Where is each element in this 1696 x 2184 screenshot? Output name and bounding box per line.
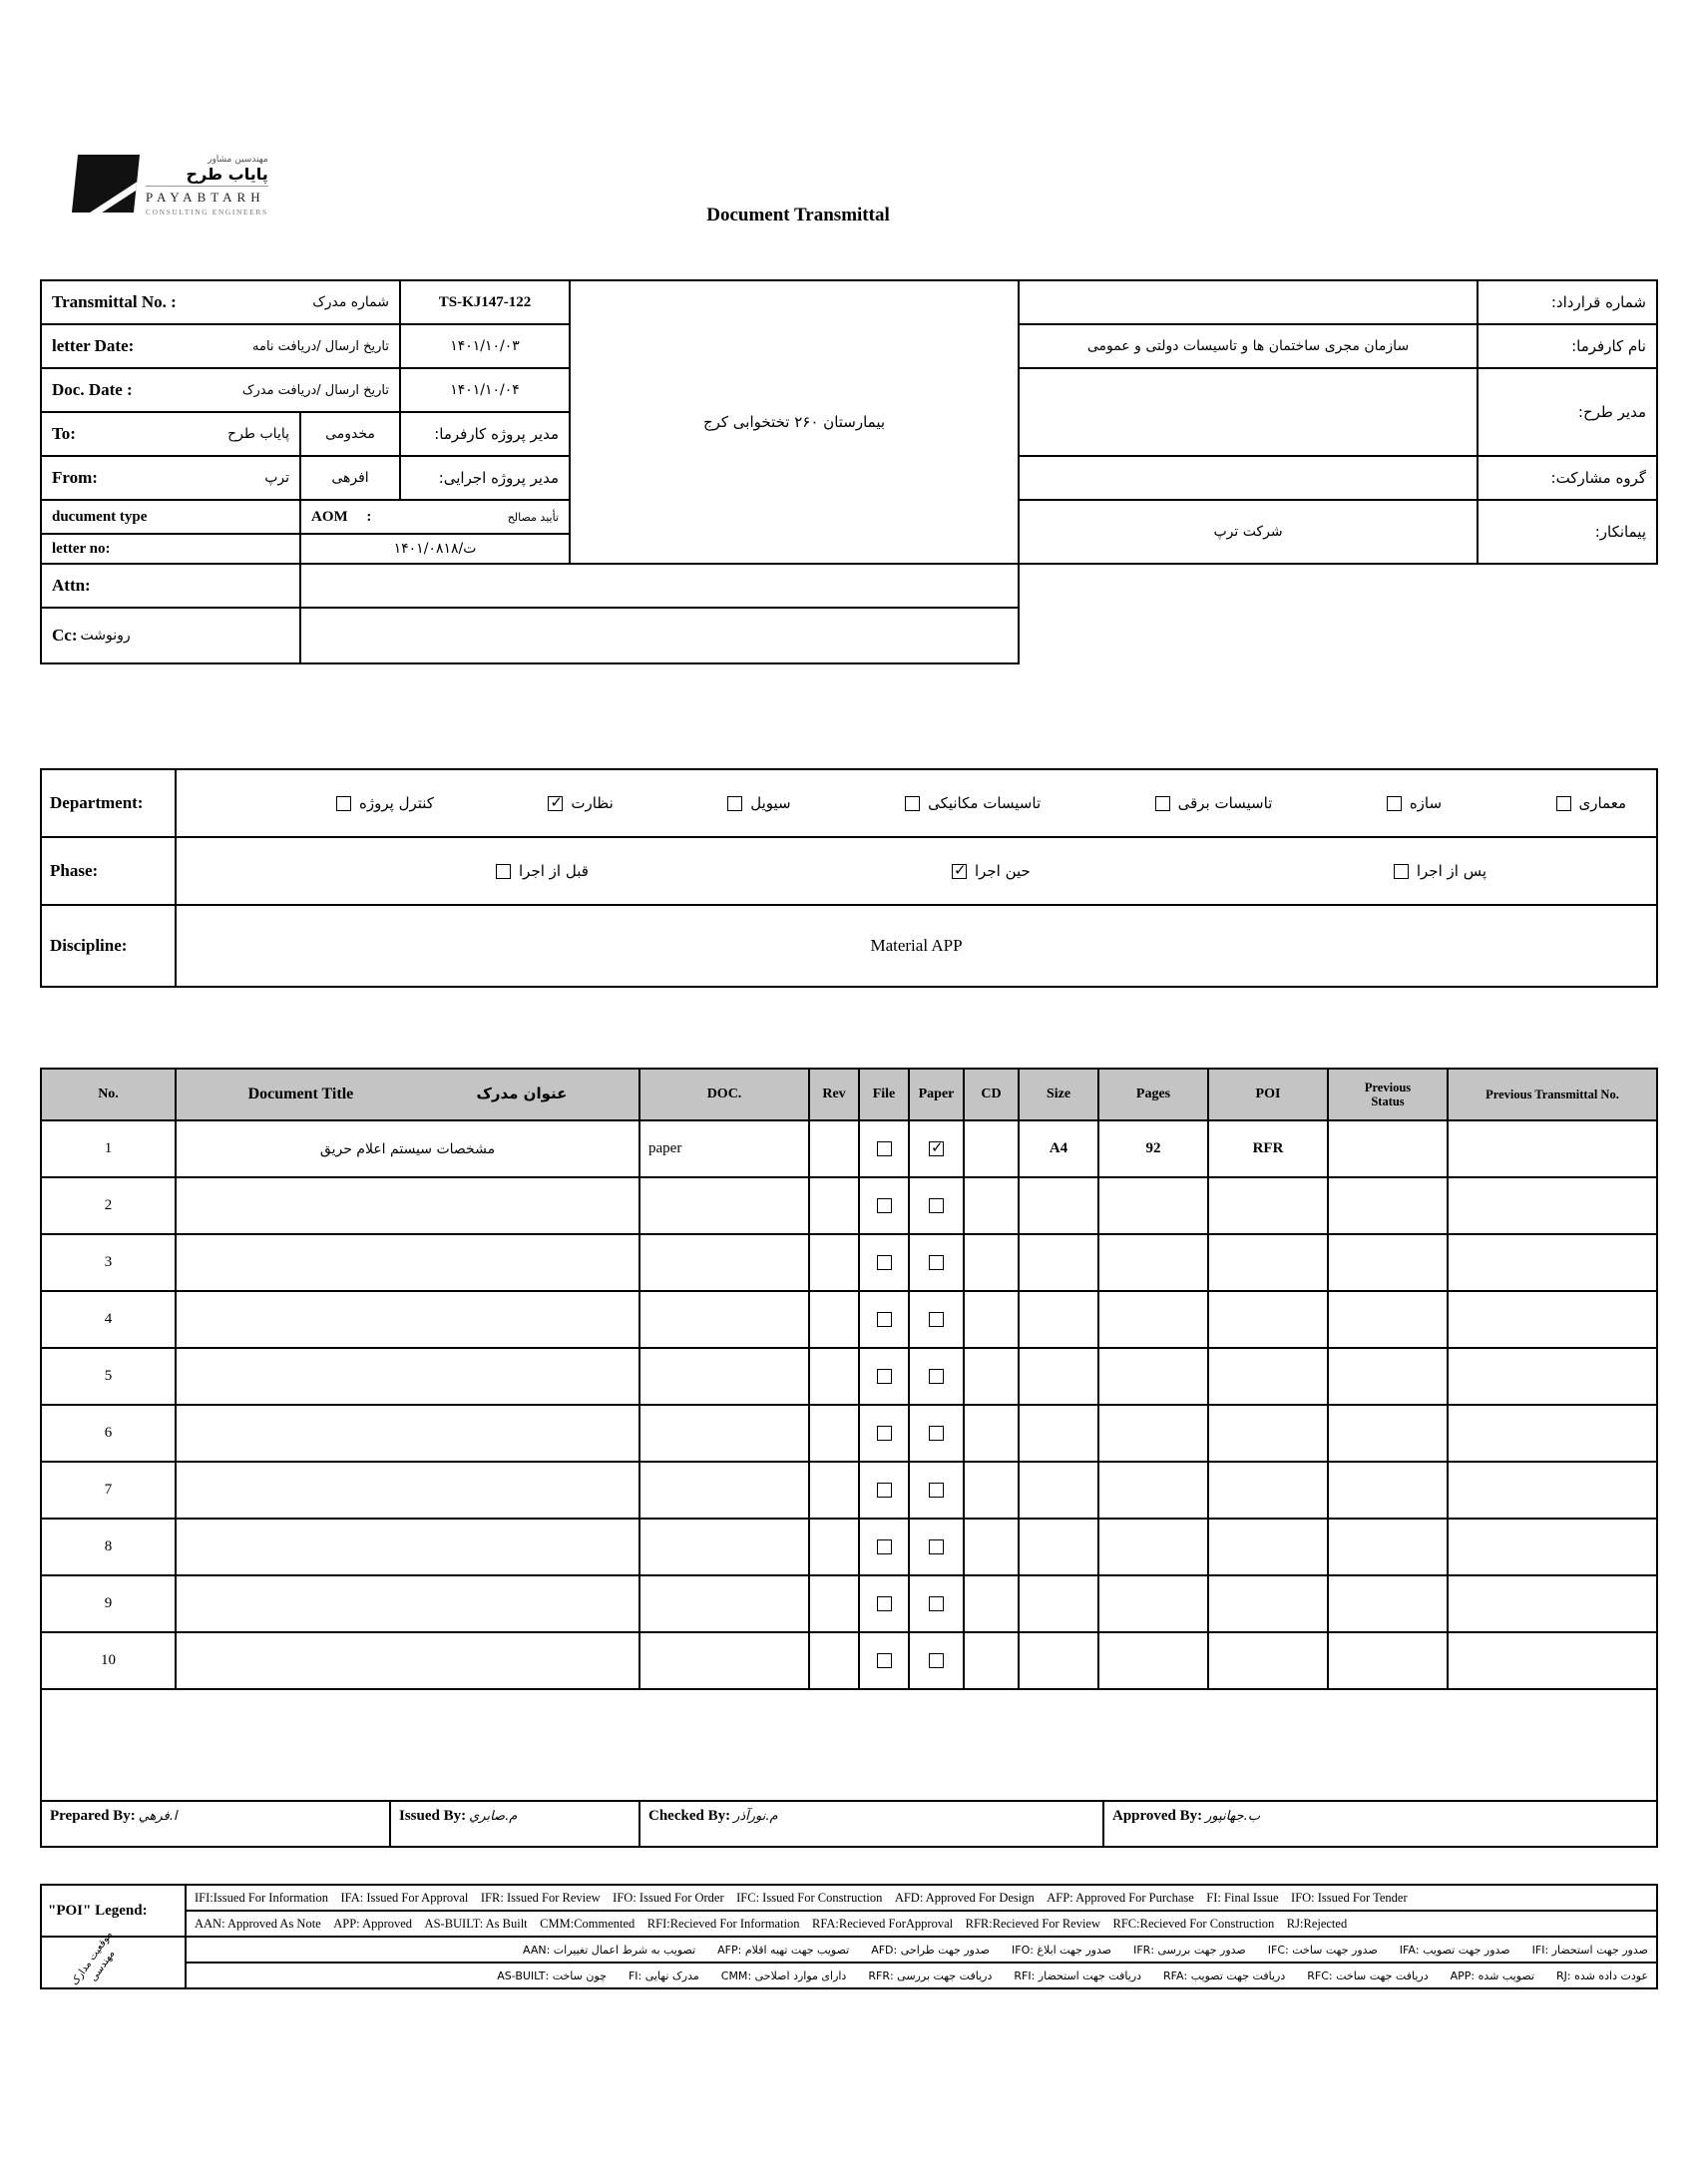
doc-row-size [1019,1348,1098,1405]
doc-date-label: Doc. Date : [52,380,133,399]
contract-no-label: شماره قرارداد: [1478,280,1657,324]
issued-by-label: Issued By: [399,1808,467,1824]
prepared-by-name: ا.فرهي [138,1809,178,1824]
doc-row-rev [809,1405,859,1462]
issued-by-name: م.صابري [469,1809,518,1824]
doc-row-prev-transmittal [1448,1632,1657,1689]
paper-checkbox[interactable] [929,1596,944,1611]
approved-by-label: Approved By: [1112,1808,1203,1824]
contract-no-value [1019,280,1478,324]
doc-row-prev-transmittal [1448,1234,1657,1291]
client-pm-label: مدیر پروژه کارفرما: [400,412,570,456]
doc-row-poi [1208,1291,1328,1348]
doc-row-cd [964,1348,1019,1405]
col-header-prev-status: Previous Status [1328,1069,1448,1120]
file-checkbox[interactable] [877,1369,892,1384]
legend-persian-row-1: صدور جهت استحضار :IFI صدور جهت تصویب :IFA صدور جهت ساخت :IFC صدور جهت بررسی :IFR صدور جهت ابلاغ :IFO صدور جهت طراحی :AFD تصویب جهت تهیه اقلام :AFP تصویب به شرط اعمال تغییرات :AAN [186,1937,1657,1963]
logo-latin-name: PAYABTARH [146,190,265,205]
doc-row-prev-status [1328,1291,1448,1348]
doc-row-poi [1208,1632,1328,1689]
exec-pm-label: مدیر پروژه اجرایی: [400,456,570,500]
doc-row-paper-cell [909,1575,964,1632]
col-header-doc: DOC. [639,1069,809,1120]
doc-row-prev-status [1328,1348,1448,1405]
checked-by-label: Checked By: [648,1808,731,1824]
doc-row-pages [1098,1519,1208,1575]
phase-checkbox[interactable] [1394,864,1409,879]
to-cell [41,412,300,456]
doc-date-label-cell [41,368,400,412]
col-header-size: Size [1019,1069,1098,1120]
doc-row-pages [1098,1291,1208,1348]
project-name: بیمارستان ۲۶۰ تختخوابی کرج [570,280,1019,564]
doc-row-doc [639,1462,809,1519]
paper-checkbox[interactable] [929,1426,944,1441]
letter-no-label-cell [41,534,300,564]
doc-row-size [1019,1462,1098,1519]
doc-row-title [176,1291,639,1348]
transmittal-no-value: TS-KJ147-122 [400,280,570,324]
doc-row-doc: paper [639,1120,809,1177]
to-label: To: [52,424,76,443]
letter-date-label: letter Date: [52,336,135,355]
doc-row-title [176,1575,639,1632]
department-option-label: سیویل [750,794,791,812]
file-checkbox[interactable] [877,1255,892,1270]
doc-row-title [176,1234,639,1291]
doc-row-poi [1208,1234,1328,1291]
doc-row-no: 5 [41,1348,176,1405]
doc-row-file-cell [859,1177,909,1234]
doc-date-label-fa: تاریخ ارسال /دریافت مدرک [241,382,389,398]
doc-row-file-cell [859,1575,909,1632]
top-info-table [40,279,1658,664]
phase-option [496,862,589,880]
file-checkbox[interactable] [877,1653,892,1668]
doc-type-value-cell [300,500,570,534]
doc-row-size [1019,1177,1098,1234]
cc-label-cell [41,608,300,663]
doc-row-paper-cell [909,1234,964,1291]
doc-type-label-fa: تأیید مصالح [507,510,559,524]
legend-english-row-2: AAN: Approved As Note APP: Approved AS-BUILT: As Built CMM:Commented RFI:Recieved For Information RFA:Recieved ForApproval RFR:Recieved For Review RFC:Recieved For Construction RJ:Rejected [186,1911,1657,1937]
doc-type-label: ducument type [52,508,148,525]
doc-row-paper-cell [909,1519,964,1575]
doc-row-paper-cell [909,1177,964,1234]
prepared-by-label: Prepared By: [50,1808,136,1824]
department-option [336,794,434,812]
legend-persian-row-2: عودت داده شده :RJ تصویب شده :APP دریافت جهت ساخت :RFC دریافت جهت تصویب :RFA دریافت جهت استحضار :RFI دریافت جهت بررسی :RFR دارای موارد اصلاحی :CMM مدرک نهایی :FI چون ساخت :AS-BUILT [186,1963,1657,1988]
doc-row-5 [41,1348,1657,1405]
col-header-paper: Paper [909,1069,964,1120]
department-option [1155,794,1273,812]
col-header-cd: CD [964,1069,1019,1120]
form-header [40,150,1656,264]
doc-type-label-cell [41,500,300,534]
department-checkbox[interactable] [727,796,742,811]
doc-row-prev-status [1328,1234,1448,1291]
file-checkbox[interactable] [877,1539,892,1554]
discipline-label: Discipline: [41,905,176,987]
doc-row-cd [964,1462,1019,1519]
doc-row-3 [41,1234,1657,1291]
doc-row-prev-status [1328,1462,1448,1519]
department-checkbox[interactable] [548,796,563,811]
client-pm-name: مخدومی [300,412,400,456]
doc-type-value: AOM : [311,508,372,525]
partnership-value [1019,456,1478,500]
phase-option [952,862,1031,880]
legend-side-label-cell [41,1929,186,1988]
doc-row-prev-status [1328,1405,1448,1462]
doc-row-pages [1098,1177,1208,1234]
attn-label-cell [41,564,300,608]
department-option [548,794,613,812]
doc-row-8 [41,1519,1657,1575]
doc-row-prev-transmittal [1448,1519,1657,1575]
doc-row-rev [809,1519,859,1575]
doc-row-poi [1208,1575,1328,1632]
issued-by-cell [390,1801,639,1847]
doc-row-rev [809,1177,859,1234]
checked-by-cell [639,1801,1103,1847]
doc-row-file-cell [859,1348,909,1405]
phase-label: Phase: [41,837,176,905]
doc-row-prev-transmittal [1448,1177,1657,1234]
paper-checkbox[interactable] [929,1141,944,1156]
doc-row-file-cell [859,1405,909,1462]
letter-no-label: letter no: [52,540,111,557]
doc-row-title [176,1177,639,1234]
doc-row-rev [809,1120,859,1177]
doc-row-doc [639,1348,809,1405]
doc-row-paper-cell [909,1405,964,1462]
doc-row-prev-status [1328,1575,1448,1632]
doc-date-value: ۱۴۰۱/۱۰/۰۴ [400,368,570,412]
legend-side-label: موقعیت مدارک مهندسی [69,1929,118,1988]
client-name-label: نام کارفرما: [1478,324,1657,368]
doc-row-rev [809,1575,859,1632]
doc-row-paper-cell [909,1120,964,1177]
department-option [727,794,790,812]
doc-row-pages [1098,1632,1208,1689]
department-option-label: نظارت [571,794,614,812]
transmittal-no-label-cell [41,280,400,324]
paper-checkbox[interactable] [929,1255,944,1270]
doc-row-cd [964,1120,1019,1177]
design-manager-value [1019,368,1478,456]
phase-option [1394,862,1486,880]
file-checkbox[interactable] [877,1426,892,1441]
letter-date-label-cell [41,324,400,368]
doc-row-10 [41,1632,1657,1689]
doc-row-rev [809,1348,859,1405]
from-value: ترپ [264,470,289,486]
doc-row-title [176,1632,639,1689]
doc-row-size [1019,1632,1098,1689]
doc-row-file-cell [859,1234,909,1291]
department-option-label: معماری [1578,794,1626,812]
paper-checkbox[interactable] [929,1198,944,1213]
doc-row-doc [639,1291,809,1348]
department-checkbox[interactable] [1556,796,1571,811]
doc-row-prev-status [1328,1177,1448,1234]
from-label: From: [52,468,98,487]
doc-row-paper-cell [909,1632,964,1689]
doc-table-body [41,1120,1657,1689]
doc-row-doc [639,1234,809,1291]
doc-row-cd [964,1177,1019,1234]
doc-row-doc [639,1177,809,1234]
department-option-label: سازه [1409,794,1443,812]
doc-row-cd [964,1519,1019,1575]
department-checkbox[interactable] [336,796,351,811]
phase-options-cell [176,837,1657,905]
doc-row-prev-status [1328,1519,1448,1575]
doc-row-6 [41,1405,1657,1462]
col-header-poi: POI [1208,1069,1328,1120]
approved-by-cell [1103,1801,1657,1847]
doc-row-poi [1208,1462,1328,1519]
paper-checkbox[interactable] [929,1483,944,1498]
doc-row-prev-transmittal [1448,1462,1657,1519]
doc-row-no: 10 [41,1632,176,1689]
department-checkbox[interactable] [905,796,920,811]
doc-row-prev-transmittal [1448,1348,1657,1405]
col-header-title [176,1069,639,1120]
department-option-label: تاسیسات برقی [1177,794,1273,812]
doc-row-no: 8 [41,1519,176,1575]
doc-row-doc [639,1519,809,1575]
cc-label-fa: رونوشت [80,628,131,644]
phase-checkbox[interactable] [952,864,967,879]
phase-option-label: پس از اجرا [1416,862,1486,880]
paper-checkbox[interactable] [929,1369,944,1384]
doc-row-cd [964,1234,1019,1291]
doc-row-title: مشخصات سیستم اعلام حریق [176,1120,639,1177]
doc-row-file-cell [859,1519,909,1575]
doc-row-rev [809,1462,859,1519]
doc-row-prev-status [1328,1632,1448,1689]
doc-row-prev-status [1328,1120,1448,1177]
file-checkbox[interactable] [877,1312,892,1327]
department-option [1556,794,1627,812]
department-options-cell [176,769,1657,837]
transmittal-no-label: Transmittal No. : [52,292,177,311]
doc-row-pages [1098,1234,1208,1291]
prepared-by-cell [41,1801,390,1847]
doc-row-doc [639,1405,809,1462]
contractor-label: پیمانکار: [1478,500,1657,564]
doc-row-paper-cell [909,1462,964,1519]
doc-row-pages [1098,1405,1208,1462]
doc-row-pages [1098,1348,1208,1405]
doc-row-poi [1208,1177,1328,1234]
doc-row-paper-cell [909,1291,964,1348]
department-checkbox[interactable] [1155,796,1170,811]
doc-row-poi [1208,1348,1328,1405]
doc-row-prev-transmittal [1448,1291,1657,1348]
doc-row-cd [964,1405,1019,1462]
cc-label: Cc: [52,626,78,645]
doc-row-doc [639,1575,809,1632]
doc-row-prev-transmittal [1448,1575,1657,1632]
file-checkbox[interactable] [877,1596,892,1611]
discipline-value: Material APP [176,905,1657,987]
logo-persian-name: پایاب طرح [146,165,268,187]
exec-pm-name: افرهی [300,456,400,500]
doc-row-title [176,1519,639,1575]
doc-row-prev-transmittal [1448,1405,1657,1462]
paper-checkbox[interactable] [929,1539,944,1554]
attn-value-cell [300,564,1019,608]
doc-row-poi [1208,1519,1328,1575]
document-list-table [40,1068,1658,1802]
doc-row-7 [41,1462,1657,1519]
legend-english-row-1: IFI:Issued For Information IFA: Issued For Approval IFR: Issued For Review IFO: Issued For Order IFC: Issued For Construction AFD: Approved For Design AFP: Approved For Purchase FI: Final Issue IFO: Issued For Tender [186,1885,1657,1911]
doc-row-paper-cell [909,1348,964,1405]
doc-row-cd [964,1632,1019,1689]
col-header-title-fa: عنوان مدرک [476,1085,568,1103]
col-header-pages: Pages [1098,1069,1208,1120]
doc-row-no: 4 [41,1291,176,1348]
logo-persian-tagline: مهندسین مشاور [208,155,268,165]
to-value: پایاب طرح [227,426,289,442]
doc-row-pages [1098,1575,1208,1632]
poi-legend-label: "POI" Legend: [48,1902,148,1919]
col-header-file: File [859,1069,909,1120]
letter-date-label-fa: تاریخ ارسال /دریافت نامه [252,338,389,354]
doc-row-rev [809,1632,859,1689]
paper-checkbox[interactable] [929,1312,944,1327]
partnership-label: گروه مشارکت: [1478,456,1657,500]
doc-row-cd [964,1575,1019,1632]
paper-checkbox[interactable] [929,1653,944,1668]
doc-row-size [1019,1291,1098,1348]
doc-row-no: 7 [41,1462,176,1519]
contractor-value: شرکت ترپ [1019,500,1478,564]
department-option-label: تاسیسات مکانیکی [928,794,1042,812]
col-header-prev-transmittal: Previous Transmittal No. [1448,1069,1657,1120]
doc-row-size [1019,1234,1098,1291]
checked-by-name: م.نورآذر [733,1809,778,1824]
doc-row-rev [809,1234,859,1291]
department-option [1387,794,1442,812]
doc-row-size [1019,1519,1098,1575]
col-header-rev: Rev [809,1069,859,1120]
doc-row-file-cell [859,1632,909,1689]
doc-row-pages [1098,1462,1208,1519]
client-name-value: سازمان مجری ساختمان ها و تاسیسات دولتی و عمومی [1019,324,1478,368]
department-option-label: کنترل پروژه [359,794,434,812]
letter-date-value: ۱۴۰۱/۱۰/۰۳ [400,324,570,368]
poi-legend-table [40,1884,1658,1989]
doc-table-empty-area [41,1689,1657,1801]
doc-row-title [176,1462,639,1519]
doc-row-pages: 92 [1098,1120,1208,1177]
doc-row-no: 1 [41,1120,176,1177]
department-options [177,794,1656,812]
phase-options [177,862,1656,880]
doc-row-poi [1208,1405,1328,1462]
file-checkbox[interactable] [877,1198,892,1213]
doc-row-4 [41,1291,1657,1348]
doc-row-9 [41,1575,1657,1632]
col-header-title-en: Document Title [247,1085,354,1102]
phase-checkbox[interactable] [496,864,511,879]
doc-row-file-cell [859,1120,909,1177]
doc-row-cd [964,1291,1019,1348]
doc-row-no: 6 [41,1405,176,1462]
department-label: Department: [41,769,176,837]
doc-row-size [1019,1405,1098,1462]
doc-row-no: 3 [41,1234,176,1291]
from-cell [41,456,300,500]
cc-value-cell [300,608,1019,663]
approved-by-name: ب.جهانپور [1205,1809,1261,1824]
classification-table [40,768,1658,988]
col-header-no: No. [41,1069,176,1120]
doc-row-file-cell [859,1462,909,1519]
doc-row-title [176,1348,639,1405]
doc-row-title [176,1405,639,1462]
doc-row-rev [809,1291,859,1348]
file-checkbox[interactable] [877,1141,892,1156]
file-checkbox[interactable] [877,1483,892,1498]
doc-row-poi: RFR [1208,1120,1328,1177]
department-checkbox[interactable] [1387,796,1402,811]
attn-label: Attn: [52,576,91,595]
signature-row [40,1800,1658,1848]
doc-row-file-cell [859,1291,909,1348]
transmittal-no-label-fa: شماره مدرک [312,294,389,310]
doc-row-prev-transmittal [1448,1120,1657,1177]
doc-row-size: A4 [1019,1120,1098,1177]
department-option [905,794,1041,812]
doc-row-no: 2 [41,1177,176,1234]
phase-option-label: قبل از اجرا [519,862,589,880]
doc-row-size [1019,1575,1098,1632]
phase-option-label: حین اجرا [974,862,1031,880]
doc-row-doc [639,1632,809,1689]
doc-row-1 [41,1120,1657,1177]
logo-latin-subtitle: CONSULTING ENGINEERS [146,208,268,217]
design-manager-label: مدیر طرح: [1478,368,1657,456]
page-title: Document Transmittal [706,205,890,225]
doc-row-no: 9 [41,1575,176,1632]
letter-no-value: ت/۱۴۰۱/۰۸۱۸ [300,534,570,564]
doc-row-2 [41,1177,1657,1234]
